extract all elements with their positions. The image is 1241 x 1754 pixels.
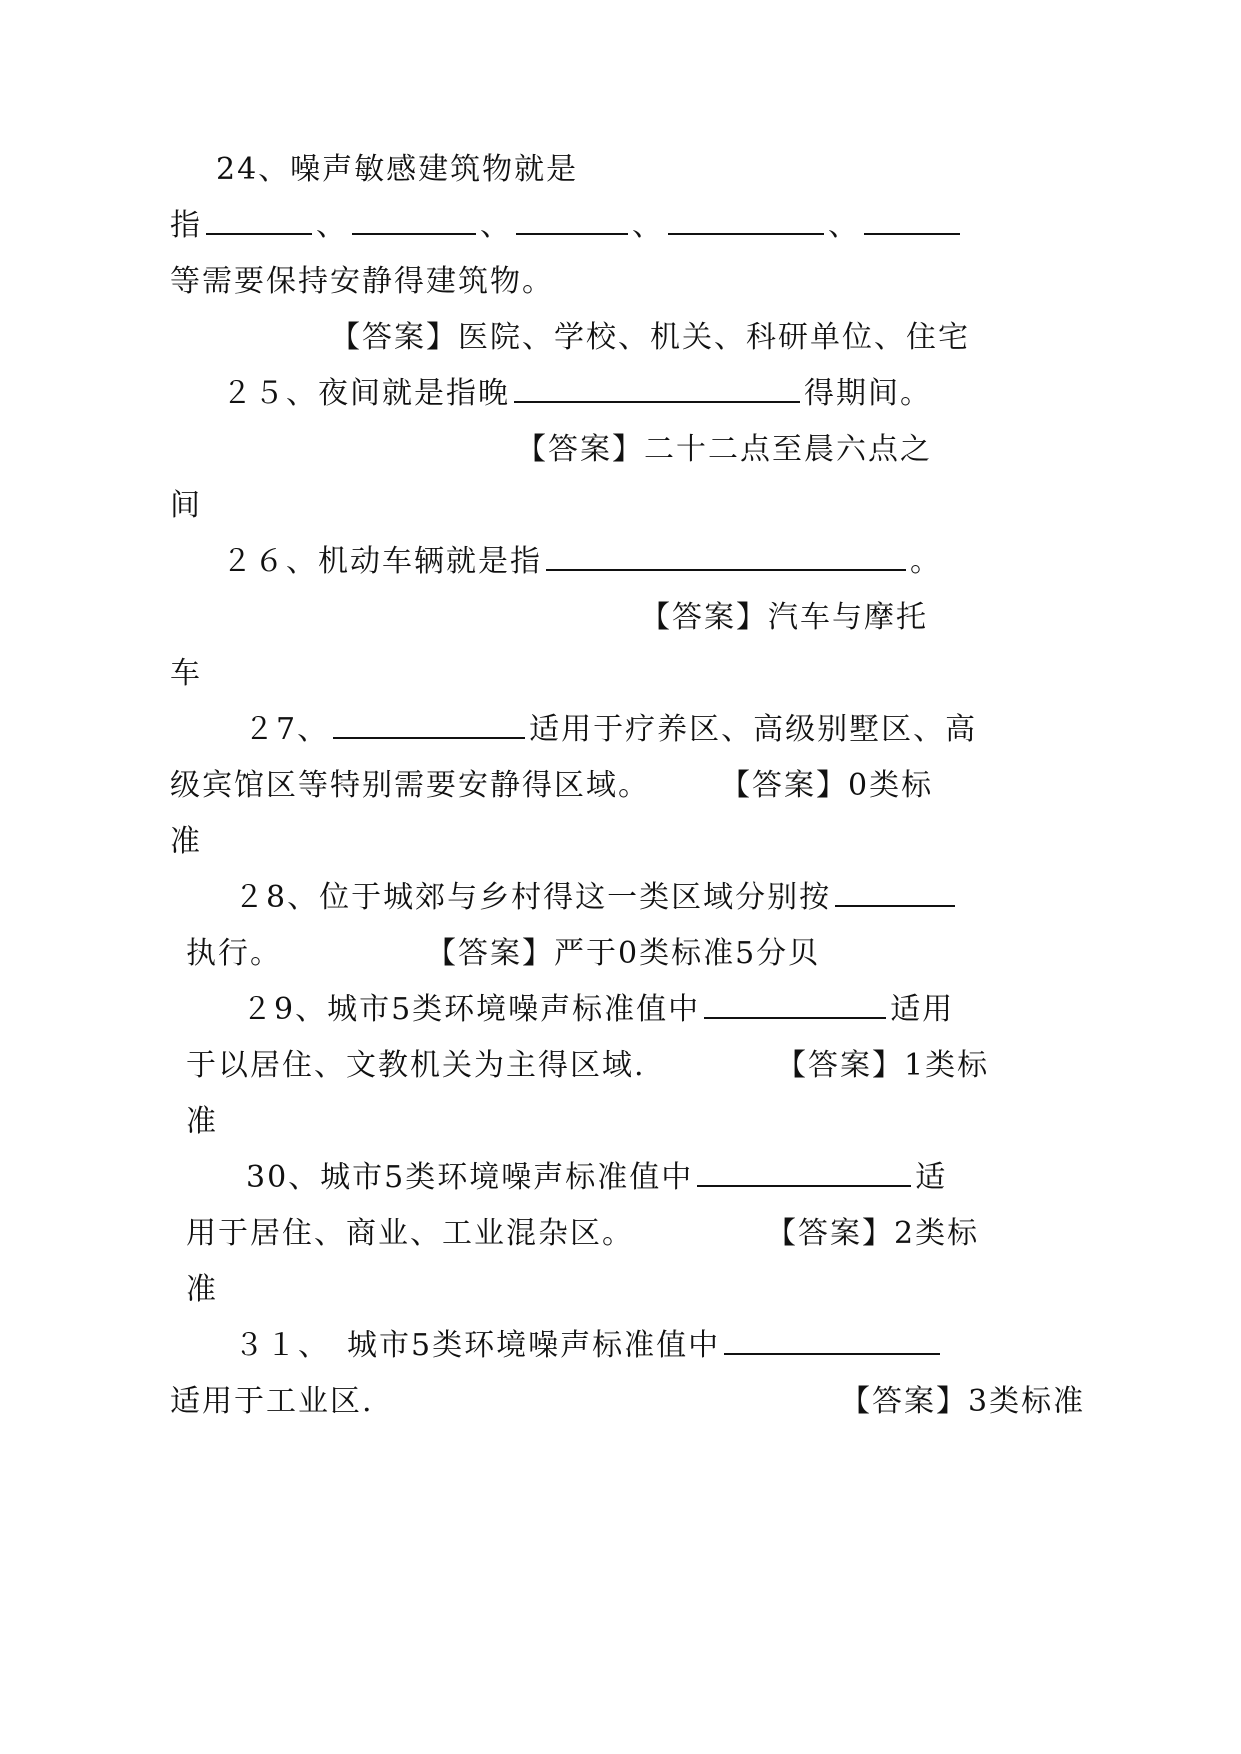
q24-blank-1[interactable] — [206, 207, 312, 235]
q27-continuation — [170, 766, 650, 806]
q29-continuation — [186, 1046, 646, 1086]
q31-blank[interactable] — [724, 1327, 940, 1355]
q26-answer — [640, 598, 928, 638]
q28-blank[interactable] — [835, 879, 955, 907]
q26-answer-text: 【答案】汽车与摩托 — [640, 600, 928, 635]
q30-answer-text: 【答案】2类标 — [766, 1216, 980, 1251]
q28-text-cont: 执行。 — [186, 936, 282, 971]
q29-suffix: 适用 — [890, 992, 955, 1027]
q26-answer-text-cont: 车 — [170, 656, 202, 691]
q25-answer-text-cont: 间 — [170, 488, 202, 523]
q31-text: ３１、 城市5类环境噪声标准值中 — [234, 1328, 721, 1363]
q24-separator: 、 — [480, 208, 512, 243]
q25-text: ２５、夜间就是指晚 — [222, 376, 510, 411]
q25-suffix: 得期间。 — [804, 376, 932, 411]
q28-answer — [426, 934, 820, 974]
q26-answer-cont — [170, 654, 202, 694]
q24-text: 24、噪声敏感建筑物就是 — [216, 152, 579, 187]
q28-continuation — [186, 934, 282, 974]
q30-question — [246, 1158, 947, 1198]
q28-answer-text: 【答案】严于0类标准5分贝 — [426, 936, 821, 971]
q24-answer — [330, 318, 970, 358]
q28-text: ２8、位于城郊与乡村得这一类区域分别按 — [234, 880, 832, 915]
q24-blank-2[interactable] — [352, 207, 476, 235]
q31-answer-text: 【答案】3类标准 — [840, 1384, 1086, 1419]
q29-answer — [776, 1046, 989, 1086]
q25-question — [222, 374, 932, 414]
q29-answer-text: 【答案】1类标 — [776, 1048, 990, 1083]
q29-text-cont: 于以居住、文教机关为主得区域. — [186, 1048, 646, 1083]
q28-question — [234, 878, 959, 918]
q26-blank[interactable] — [546, 543, 906, 571]
q30-text: 30、城市5类环境噪声标准值中 — [246, 1160, 694, 1195]
q24-blank-4[interactable] — [668, 207, 824, 235]
q24-blanks-line — [170, 206, 964, 246]
q30-answer-cont — [186, 1270, 218, 1310]
q30-suffix: 适 — [915, 1160, 948, 1195]
q27-answer-text: 【答案】0类标 — [720, 768, 934, 803]
q27-answer-cont — [170, 822, 202, 862]
q29-text: ２9、城市5类环境噪声标准值中 — [242, 992, 701, 1027]
q24-continuation — [170, 262, 554, 302]
q25-answer-cont — [170, 486, 202, 526]
q24-separator: 、 — [828, 208, 860, 243]
q25-answer — [516, 430, 932, 470]
q27-answer-text-cont: 准 — [170, 824, 202, 859]
q30-text-cont: 用于居住、商业、工业混杂区。 — [186, 1216, 634, 1251]
q24-blank-5[interactable] — [864, 207, 960, 235]
q24-text-cont: 等需要保持安静得建筑物。 — [170, 264, 554, 299]
q25-answer-text: 【答案】二十二点至晨六点之 — [516, 432, 932, 467]
q24-separator: 、 — [316, 208, 348, 243]
q31-question — [234, 1326, 944, 1366]
q24-blank-3[interactable] — [516, 207, 628, 235]
q31-text-cont: 适用于工业区. — [170, 1384, 374, 1419]
q24-separator: 、 — [632, 208, 664, 243]
q30-answer-text-cont: 准 — [186, 1272, 218, 1307]
q25-blank[interactable] — [514, 375, 800, 403]
q27-blank[interactable] — [333, 711, 525, 739]
q31-answer — [840, 1382, 1085, 1422]
q27-suffix: 适用于疗养区、高级别墅区、高 — [529, 712, 978, 747]
q30-answer — [766, 1214, 979, 1254]
q29-blank[interactable] — [704, 991, 886, 1019]
q29-answer-cont — [186, 1102, 218, 1142]
q31-continuation — [170, 1382, 374, 1422]
q27-answer — [720, 766, 933, 806]
q29-answer-text-cont: 准 — [186, 1104, 218, 1139]
q29-question — [242, 990, 954, 1030]
q30-blank[interactable] — [697, 1159, 911, 1187]
q27-question — [244, 710, 977, 750]
q26-suffix: 。 — [910, 544, 942, 579]
q24-lead: 指 — [170, 208, 202, 243]
q30-continuation — [186, 1214, 634, 1254]
q26-text: ２６、机动车辆就是指 — [222, 544, 542, 579]
q24-question — [216, 150, 578, 190]
q27-text: ２7、 — [244, 712, 330, 747]
q27-text-cont: 级宾馆区等特别需要安静得区域。 — [170, 768, 650, 803]
q24-answer-text: 【答案】医院、学校、机关、科研单位、住宅 — [330, 320, 970, 355]
q26-question — [222, 542, 942, 582]
